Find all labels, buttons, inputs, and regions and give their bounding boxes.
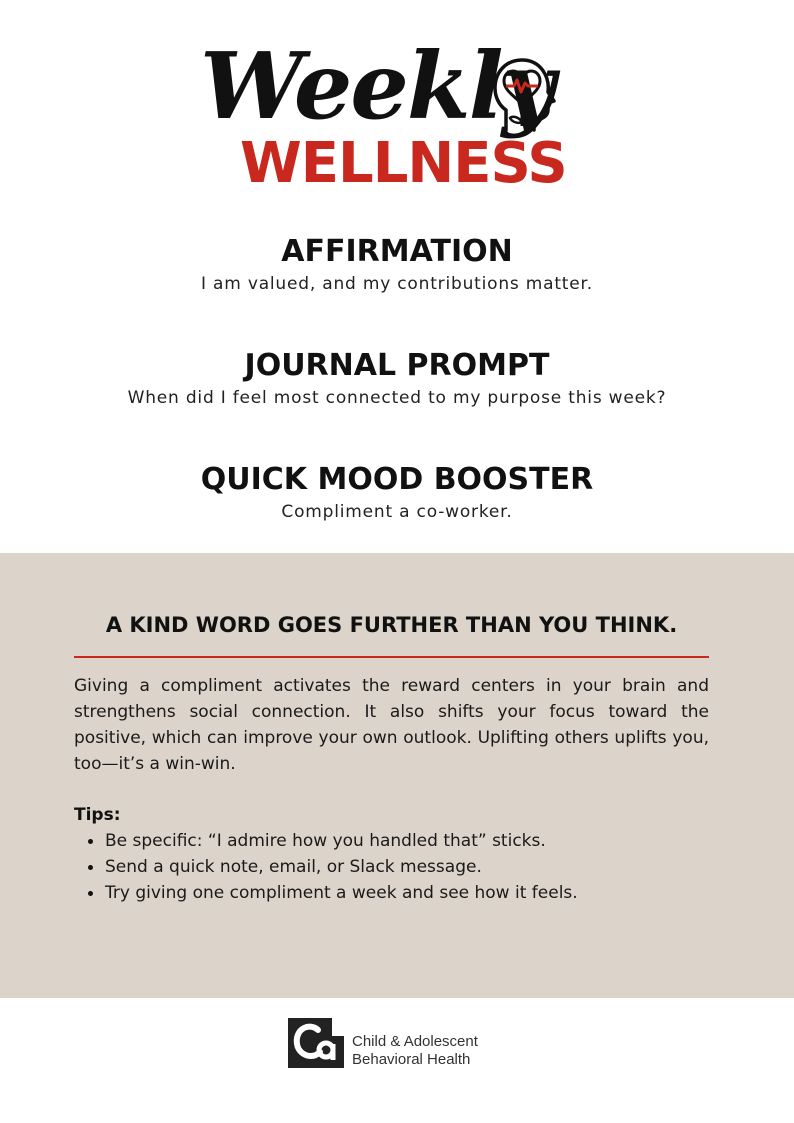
tip-item: Be specific: “I admire how you handled that” sticks. bbox=[74, 828, 709, 854]
info-panel bbox=[0, 553, 794, 998]
head-heart-flower-icon bbox=[490, 56, 564, 134]
affirmation-text: I am valued, and my contributions matter. bbox=[201, 274, 593, 294]
mood-booster-heading: QUICK MOOD BOOSTER bbox=[200, 462, 594, 497]
tip-item: Try giving one compliment a week and see how it feels. bbox=[74, 880, 709, 906]
org-name-line1: Child & Adolescent bbox=[352, 1033, 478, 1050]
mood-booster-section bbox=[0, 462, 794, 524]
affirmation-heading: AFFIRMATION bbox=[281, 234, 513, 269]
org-name-line2: Behavioral Health bbox=[352, 1051, 471, 1068]
panel-heading: A KIND WORD GOES FURTHER THAN YOU THINK. bbox=[105, 613, 678, 637]
page-title: WELLNESS bbox=[240, 131, 567, 196]
journal-prompt-text: When did I feel most connected to my purpose this week? bbox=[127, 388, 667, 408]
header bbox=[0, 0, 794, 215]
journal-prompt-section bbox=[0, 348, 794, 410]
panel-body: Giving a compliment activates the reward centers in your brain and strengthens social connection. It also shifts your focus toward the positive, which can improve your own outlook. Uplifting others uplifts you, too—it’s a win-win. bbox=[74, 676, 709, 774]
tips-list bbox=[74, 828, 709, 906]
journal-prompt-heading: JOURNAL PROMPT bbox=[244, 348, 550, 383]
org-name bbox=[352, 1033, 478, 1069]
tips-label: Tips: bbox=[74, 805, 121, 825]
divider bbox=[74, 656, 709, 658]
script-title: Weekly bbox=[200, 32, 554, 140]
affirmation-section bbox=[0, 234, 794, 296]
mood-booster-text: Compliment a co-worker. bbox=[281, 502, 513, 522]
tip-item: Send a quick note, email, or Slack message. bbox=[74, 854, 709, 880]
ca-logo-icon bbox=[288, 1018, 344, 1068]
